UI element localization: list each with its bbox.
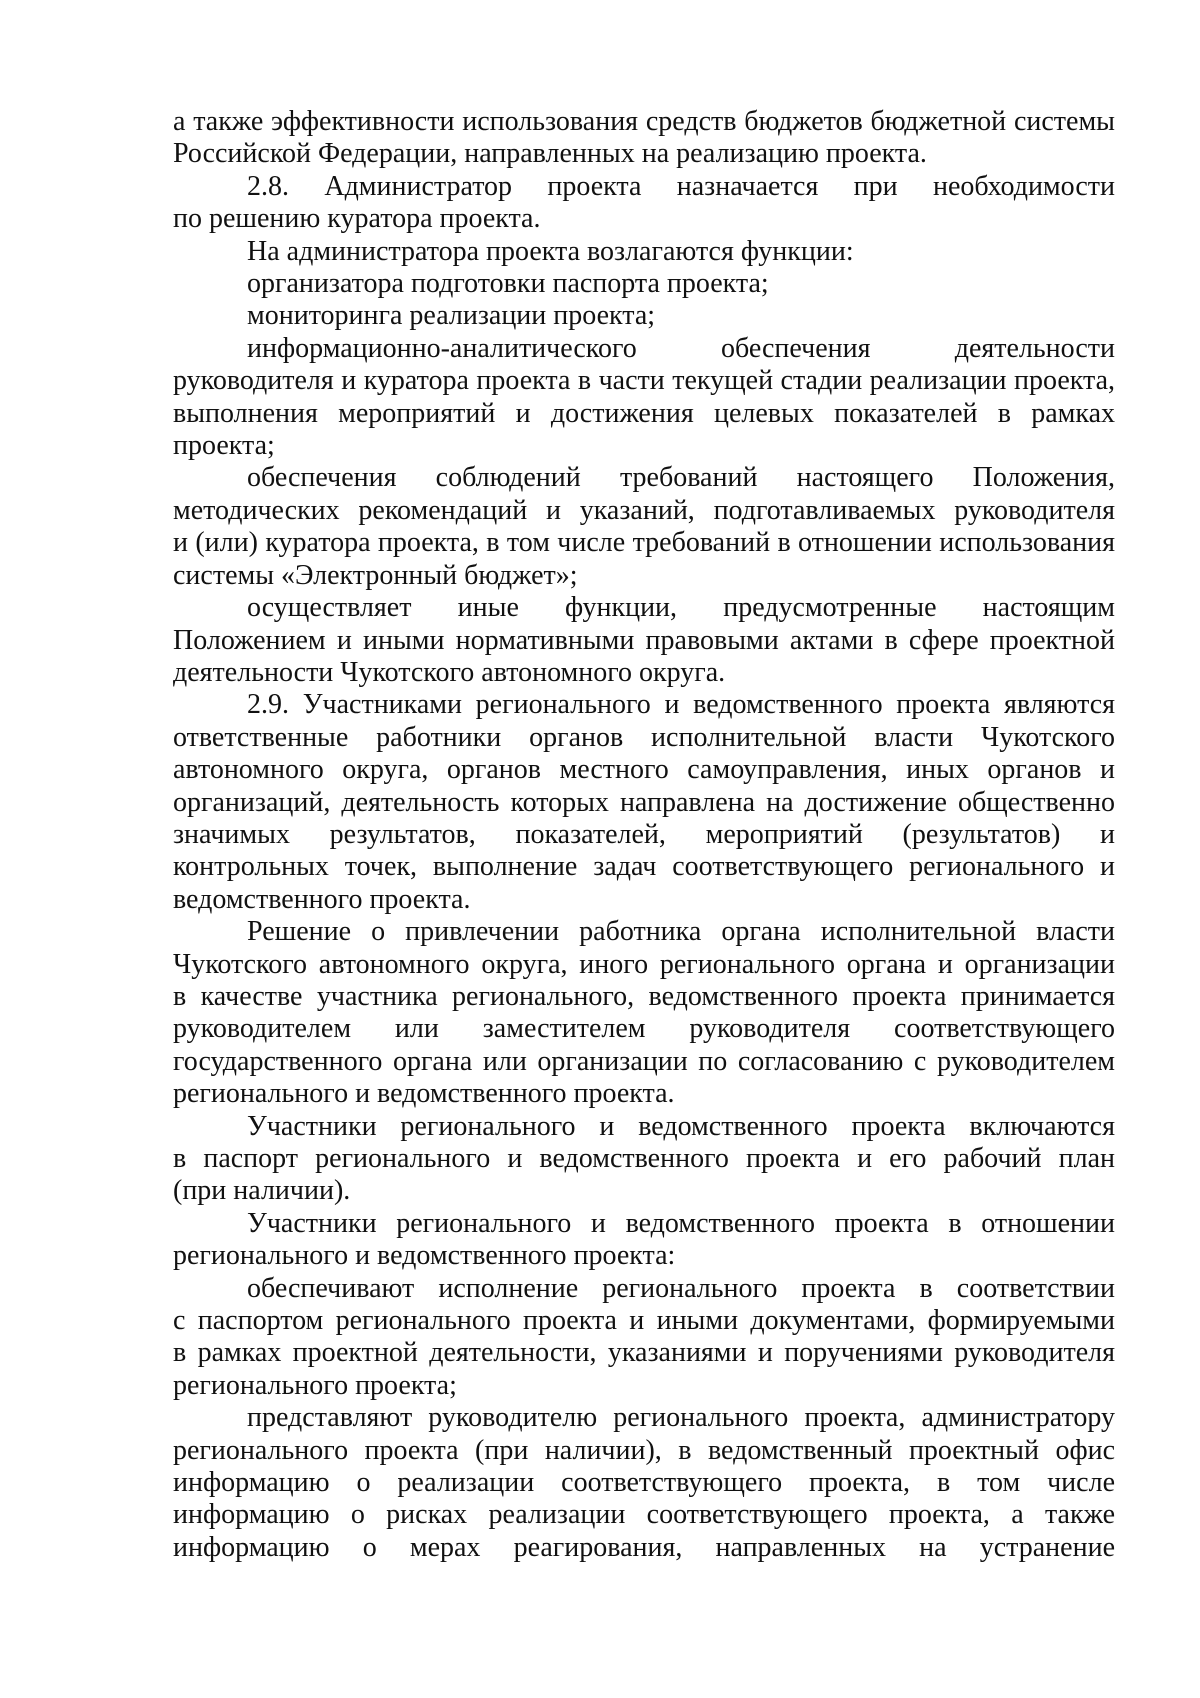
text-line: системы «Электронный бюджет»; (173, 559, 578, 591)
paragraph-p-decision (173, 916, 1115, 1110)
text-line: контрольных точек, выполнение задач соответствующего регионального и (173, 851, 1115, 883)
text-line: в качестве участника регионального, ведомственного проекта принимается (173, 980, 1115, 1012)
text-line: информацию о мерах реагирования, направленных на устранение (173, 1531, 1115, 1563)
text-line: мониторинга реализации проекта; (247, 300, 656, 332)
text-line: значимых результатов, показателей, мероприятий (результатов) и (173, 818, 1115, 850)
text-line: выполнения мероприятий и достижения целевых показателей в рамках (173, 397, 1115, 429)
text-line: и (или) куратора проекта, в том числе требований в отношении использования (173, 527, 1115, 559)
text-line: руководителем или заместителем руководителя соответствующего (173, 1013, 1115, 1045)
text-line: а также эффективности использования средств бюджетов бюджетной системы (173, 106, 1115, 137)
paragraph-p-2-9 (173, 689, 1115, 916)
text-line: (при наличии). (173, 1175, 351, 1207)
text-line: ведомственного проекта. (173, 883, 471, 915)
text-line: 2.9. Участниками регионального и ведомственного проекта являются (247, 689, 1115, 721)
text-line: ответственные работники органов исполнительной власти Чукотского (173, 721, 1115, 753)
text-line: обеспечивают исполнение регионального проекта в соответствии (247, 1272, 1115, 1304)
text-line: регионального проекта (при наличии), в ведомственный проектный офис (173, 1434, 1115, 1466)
text-line: осуществляет иные функции, предусмотренные настоящим (247, 592, 1115, 624)
text-line: с паспортом регионального проекта и иными документами, формируемыми (173, 1305, 1115, 1337)
text-line: руководителя и куратора проекта в части текущей стадии реализации проекта, (173, 365, 1115, 397)
paragraph-p-other-functions (173, 592, 1115, 689)
text-line: регионального проекта; (173, 1369, 457, 1401)
document-body (173, 106, 1115, 1564)
text-line: автономного округа, органов местного самоуправления, иных органов и (173, 754, 1115, 786)
text-line: Участники регионального и ведомственного проекта в отношении (247, 1207, 1115, 1239)
text-line: проекта; (173, 430, 275, 462)
text-line: На администратора проекта возлагаются функции: (247, 235, 854, 267)
text-line: по решению куратора проекта. (173, 203, 541, 235)
text-line: информационно-аналитического обеспечения деятельности (247, 332, 1115, 364)
text-line: 2.8. Администратор проекта назначается при необходимости (247, 170, 1115, 202)
text-line: Чукотского автономного округа, иного регионального органа и организации (173, 948, 1115, 980)
paragraph-p-info-analytic (173, 333, 1115, 463)
text-line: государственного органа или организации по согласованию с руководителем (173, 1045, 1115, 1077)
paragraph-p-continuation (173, 106, 1115, 171)
text-line: обеспечения соблюдений требований настоящего Положения, (247, 462, 1115, 494)
text-line: организатора подготовки паспорта проекта; (247, 268, 769, 300)
text-line: регионального и ведомственного проекта. (173, 1078, 675, 1110)
text-line: Российской Федерации, направленных на реализацию проекта. (173, 138, 927, 170)
paragraph-p-participants-regarding (173, 1208, 1115, 1273)
text-line: регионального и ведомственного проекта: (173, 1240, 676, 1272)
text-line: Решение о привлечении работника органа исполнительной власти (247, 916, 1115, 948)
text-line: деятельности Чукотского автономного округа. (173, 656, 726, 688)
text-line: в рамках проектной деятельности, указаниями и поручениями руководителя (173, 1337, 1115, 1369)
text-line: информацию о рисках реализации соответствующего проекта, а также (173, 1499, 1115, 1531)
paragraph-p-2-8 (173, 171, 1115, 236)
text-line: в паспорт регионального и ведомственного проекта и его рабочий план (173, 1143, 1115, 1174)
text-line: методических рекомендаций и указаний, подготавливаемых руководителя (173, 494, 1115, 526)
text-line: Участники регионального и ведомственного проекта включаются (247, 1110, 1115, 1142)
paragraph-p-monitoring (173, 300, 1115, 332)
text-line: представляют руководителю регионального проекта, администратору (247, 1402, 1115, 1434)
paragraph-p-organizer (173, 268, 1115, 300)
text-line: Положением и иными нормативными правовыми актами в сфере проектной (173, 624, 1115, 656)
paragraph-p-admin-functions-intro (173, 236, 1115, 268)
paragraph-p-participants-included (173, 1111, 1115, 1208)
paragraph-p-submit-info (173, 1402, 1115, 1564)
text-line: информацию о реализации соответствующего проекта, в том числе (173, 1467, 1115, 1499)
paragraph-p-ensure-execution (173, 1273, 1115, 1403)
text-line: организаций, деятельность которых направлена на достижение общественно (173, 786, 1115, 818)
paragraph-p-compliance (173, 462, 1115, 592)
